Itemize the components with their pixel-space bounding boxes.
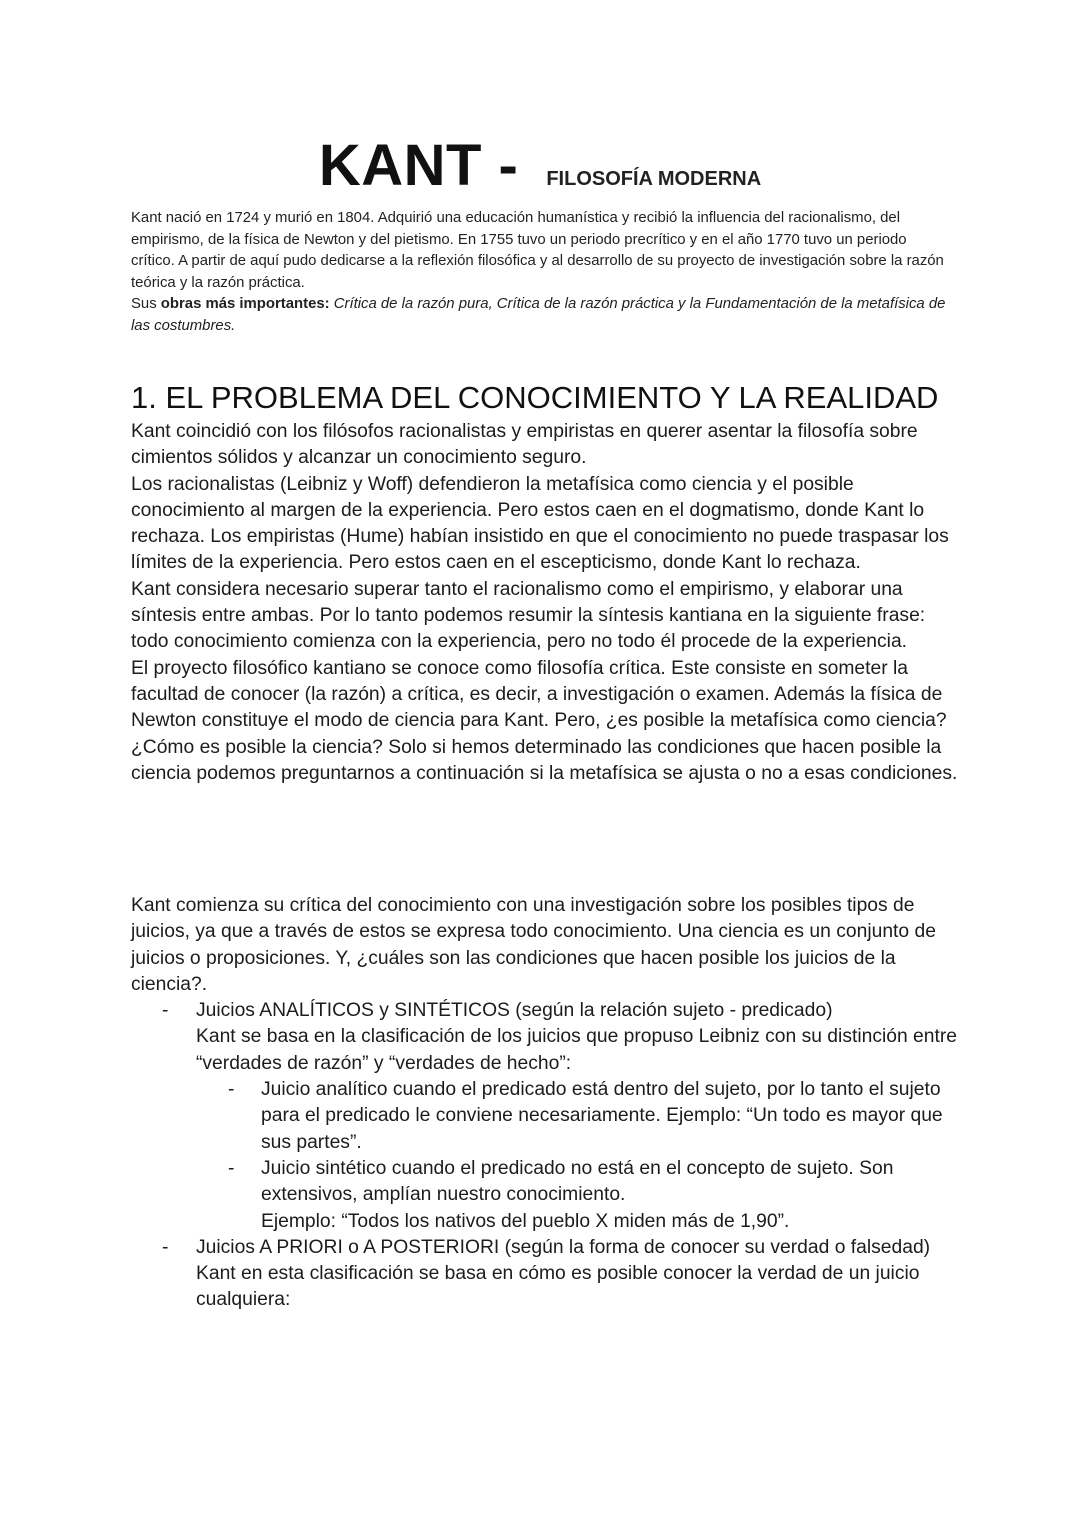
paragraph: Kant coincidió con los filósofos racionalistas y empiristas en querer asentar la filosofía sobre cimientos sólidos y alcanzar un conocimiento seguro. — [131, 421, 918, 469]
list-item — [131, 998, 961, 1024]
sub-list-item-text: Juicio analítico cuando el predicado está dentro del sujeto, por lo tanto el sujeto para el predicado le conviene necesariamente. Ejemplo: “Un todo es mayor que sus partes”. — [261, 1079, 943, 1153]
list-item-text: Kant en esta clasificación se basa en cómo es posible conocer la verdad de un juicio cualquiera: — [196, 1263, 920, 1311]
list-item — [131, 1235, 961, 1261]
judgments-section — [131, 893, 961, 1314]
bullet-dash: - — [162, 1236, 169, 1258]
list-item-title: Juicios ANALÍTICOS y SINTÉTICOS (según la relación sujeto - predicado) — [196, 1000, 833, 1022]
works-prefix: Sus — [131, 296, 161, 312]
works-list: Crítica de la razón pura, Crítica de la razón práctica y la Fundamentación de la metafísica de las costumbres. — [131, 296, 946, 334]
sub-list-item-example: Ejemplo: “Todos los nativos del pueblo X miden más de 1,90”. — [261, 1210, 790, 1232]
bullet-dash: - — [162, 1000, 169, 1022]
paragraph: Kant comienza su crítica del conocimiento con una investigación sobre los posibles tipos de juicios, ya que a través de estos se expresa todo conocimiento. Una ciencia es un conjunto de juicios o proposiciones. Y, ¿cuáles son las condiciones que hacen posible los juicios de la ciencia?. — [131, 895, 936, 995]
paragraph: El proyecto filosófico kantiano se conoce como filosofía crítica. Este consiste en someter la facultad de conocer (la razón) a crítica, es decir, a investigación o examen. Además la física de Newton constituye el modo de ciencia para Kant. Pero, ¿es posible la metafísica como ciencia?¿Cómo es posible la ciencia? Solo si hemos determinado las condiciones que hacen posible la ciencia podemos preguntarnos a continuación si la metafísica se ajusta o no a esas condiciones. — [131, 657, 958, 784]
intro-block — [131, 208, 951, 337]
bullet-dash: - — [228, 1157, 235, 1179]
section-body — [131, 419, 961, 787]
intro-paragraph: Kant nació en 1724 y murió en 1804. Adquirió una educación humanística y recibió la influencia del racionalismo, del empirismo, de la física de Newton y del pietismo. En 1755 tuvo un periodo precrítico y en el año 1770 tuvo un periodo crítico. A partir de aquí pudo dedicarse a la reflexión filosófica y al desarrollo de su proyecto de investigación sobre la razón teórica y la razón práctica. — [131, 210, 944, 291]
title-main: KANT - — [318, 133, 519, 198]
works-label: obras más importantes: — [160, 296, 330, 312]
title-subtitle: FILOSOFÍA MODERNA — [546, 168, 762, 190]
paragraph: Kant considera necesario superar tanto el racionalismo como el empirismo, y elaborar una síntesis entre ambas. Por lo tanto podemos resumir la síntesis kantiana en la siguiente frase: todo conocimiento comienza con la experiencia, pero no todo él procede de la experiencia. — [131, 578, 926, 653]
list-item-title: Juicios A PRIORI o A POSTERIORI (según la forma de conocer su verdad o falsedad) — [196, 1236, 931, 1258]
bullet-dash: - — [228, 1079, 235, 1101]
document-title — [0, 132, 1080, 196]
sub-list-item — [131, 1156, 961, 1209]
works-line — [131, 294, 951, 337]
sub-list-item-text: Juicio sintético cuando el predicado no está en el concepto de sujeto. Son extensivos, amplían nuestro conocimiento. — [261, 1157, 894, 1206]
list-item-text: Kant se basa en la clasificación de los juicios que propuso Leibniz con su distinción entre “verdades de razón” y “verdades de hecho”: — [196, 1026, 957, 1074]
paragraph: Los racionalistas (Leibniz y Woff) defendieron la metafísica como ciencia y el posible conocimiento al margen de la experiencia. Pero estos caen en el dogmatismo, donde Kant lo rechaza. Los empiristas (Hume) habían insistido en que el conocimiento no puede traspasar los límites de la experiencia. Pero estos caen en el escepticismo, donde Kant lo rechaza. — [131, 473, 949, 574]
sub-list-item — [131, 1077, 961, 1156]
section-heading: 1. EL PROBLEMA DEL CONOCIMIENTO Y LA REALIDAD — [131, 380, 939, 415]
